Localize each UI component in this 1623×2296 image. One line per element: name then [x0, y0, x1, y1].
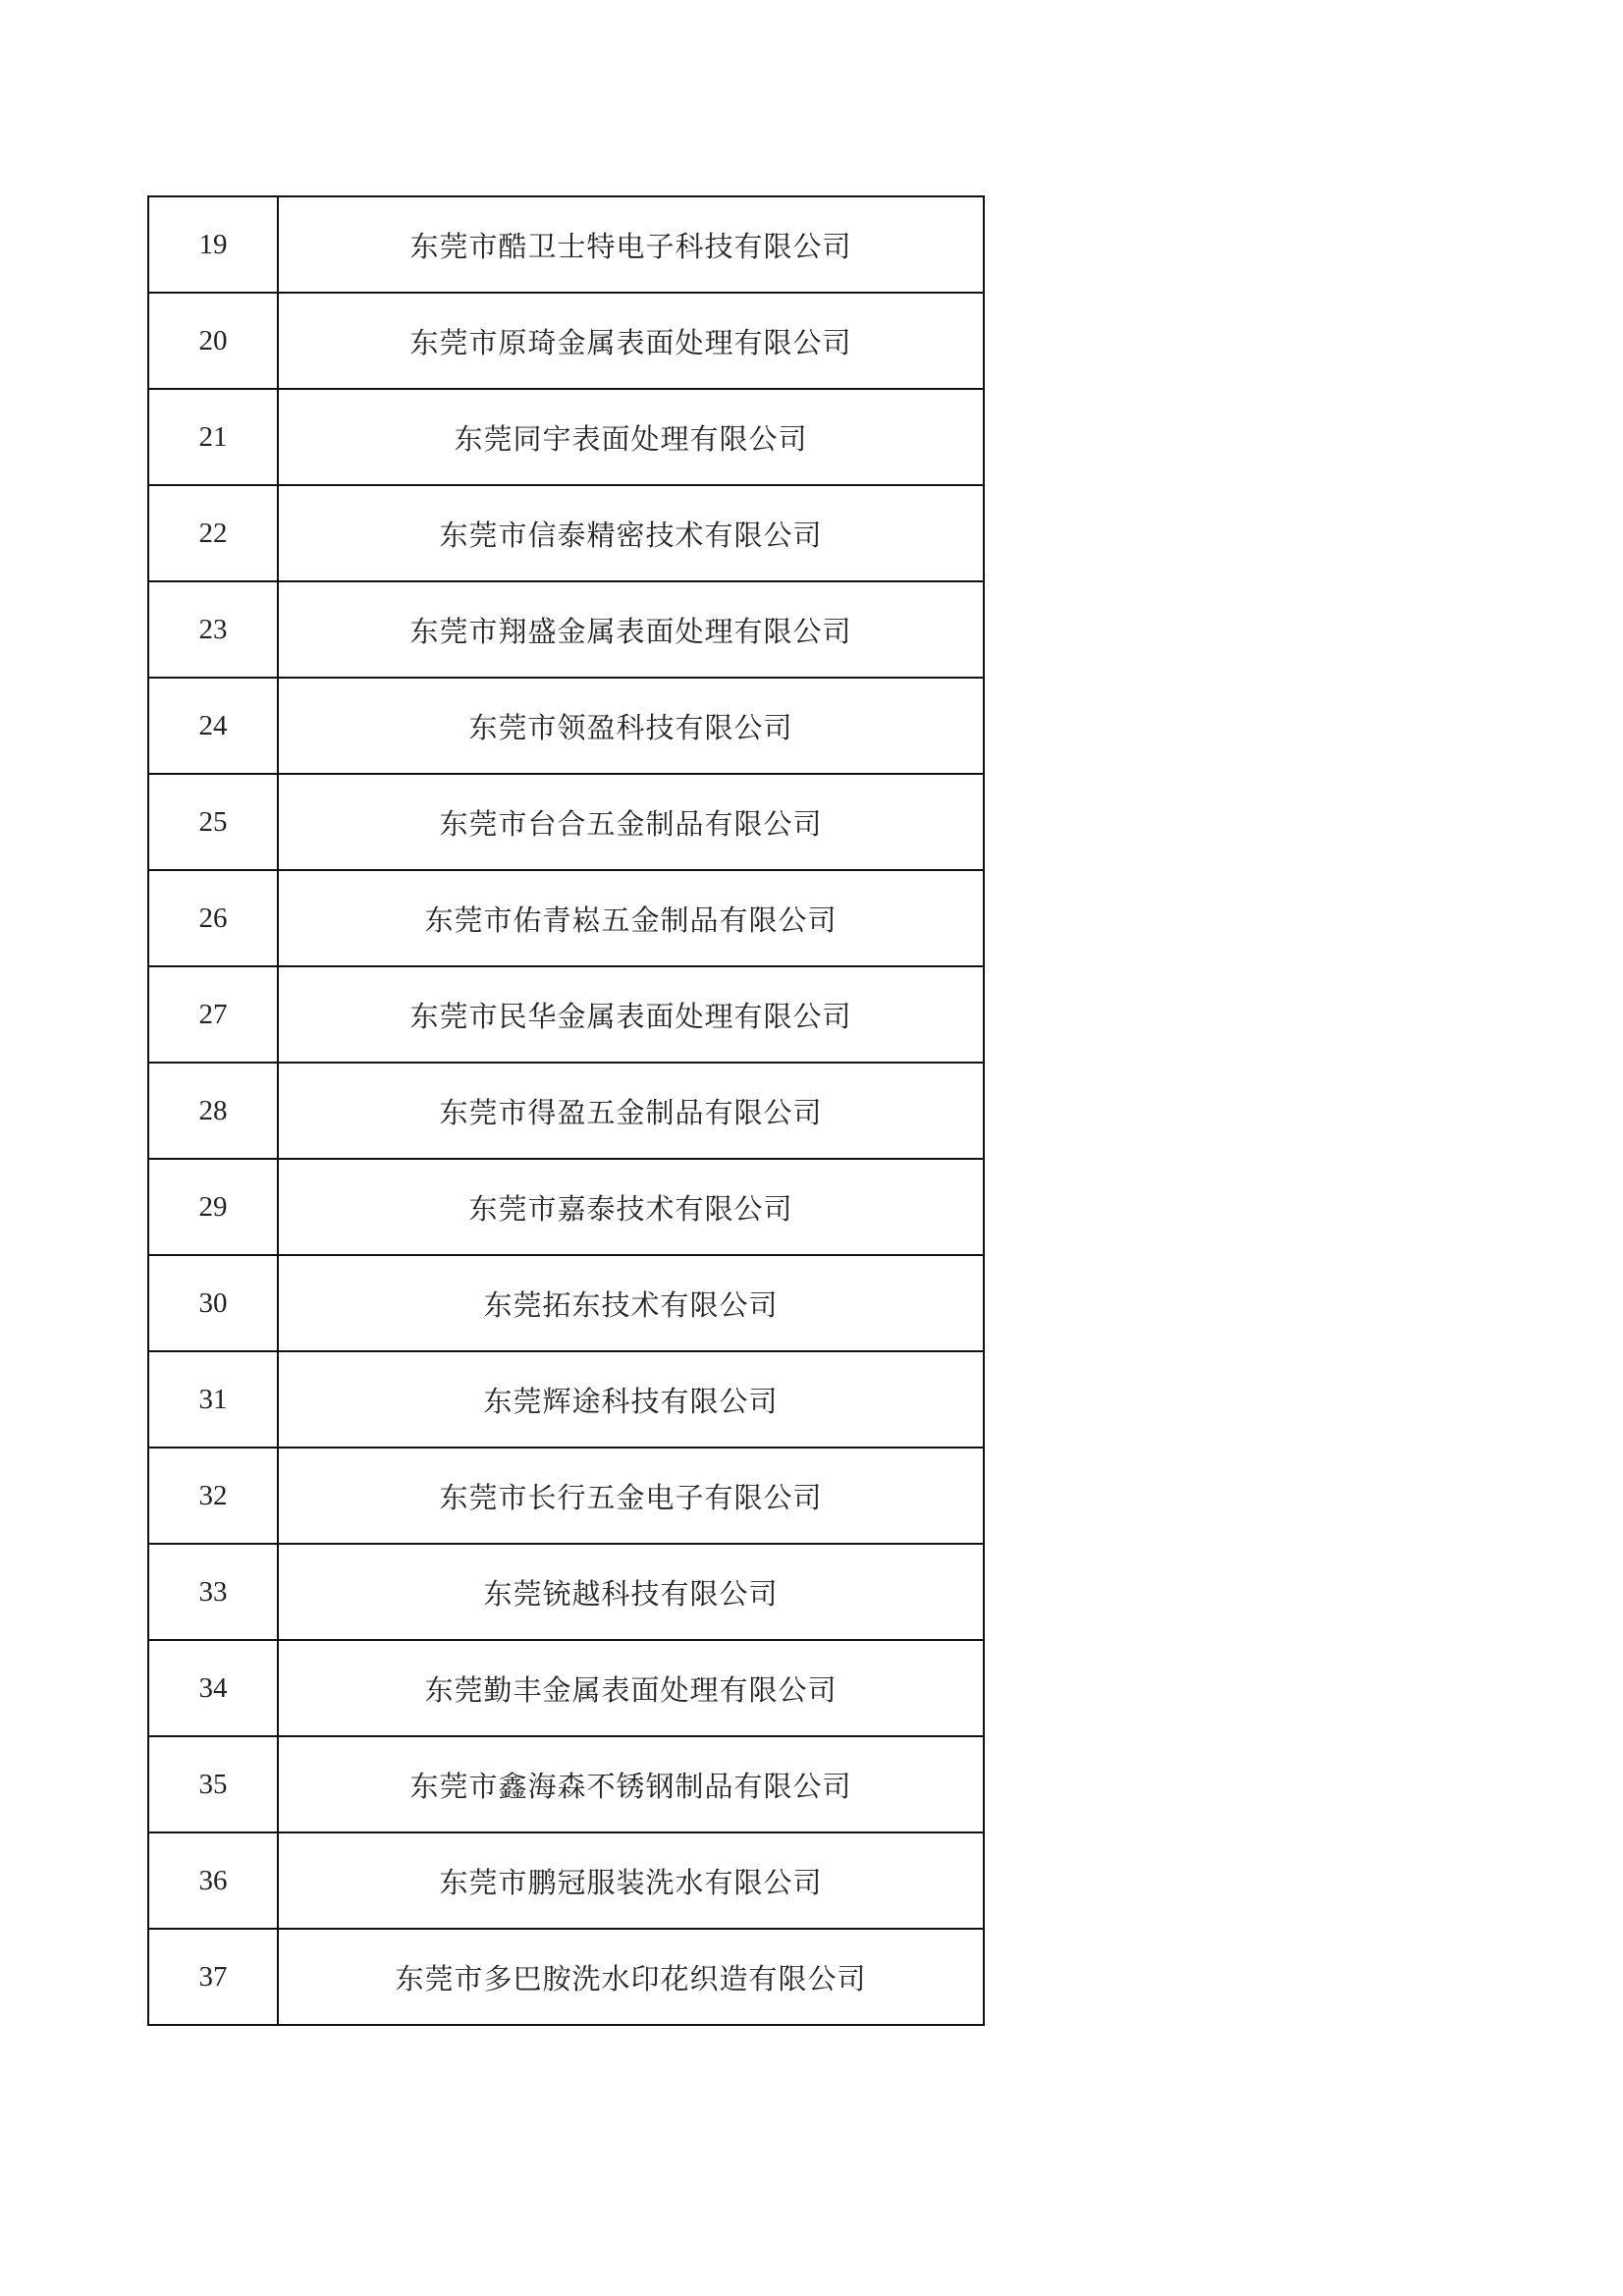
- row-number: 27: [148, 966, 278, 1063]
- table-row: [148, 870, 984, 966]
- company-name: 东莞铳越科技有限公司: [278, 1544, 984, 1640]
- row-number: 26: [148, 870, 278, 966]
- company-name: 东莞市信泰精密技术有限公司: [278, 485, 984, 581]
- row-number: 19: [148, 196, 278, 293]
- table-row: [148, 1640, 984, 1736]
- row-number: 34: [148, 1640, 278, 1736]
- row-number: 36: [148, 1832, 278, 1929]
- company-name: 东莞市鑫海森不锈钢制品有限公司: [278, 1736, 984, 1832]
- company-list-table: [147, 195, 985, 2026]
- table-row: [148, 1351, 984, 1448]
- table-row: [148, 678, 984, 774]
- table-row: [148, 196, 984, 293]
- row-number: 21: [148, 389, 278, 485]
- row-number: 29: [148, 1159, 278, 1255]
- table-row: [148, 966, 984, 1063]
- company-name: 东莞拓东技术有限公司: [278, 1255, 984, 1351]
- company-name: 东莞市长行五金电子有限公司: [278, 1448, 984, 1544]
- company-name: 东莞市多巴胺洗水印花织造有限公司: [278, 1929, 984, 2025]
- table-row: [148, 1448, 984, 1544]
- company-name: 东莞市原琦金属表面处理有限公司: [278, 293, 984, 389]
- table-row: [148, 389, 984, 485]
- table-row: [148, 485, 984, 581]
- row-number: 24: [148, 678, 278, 774]
- table-row: [148, 1736, 984, 1832]
- company-name: 东莞辉途科技有限公司: [278, 1351, 984, 1448]
- company-name: 东莞市嘉泰技术有限公司: [278, 1159, 984, 1255]
- table-row: [148, 581, 984, 678]
- row-number: 25: [148, 774, 278, 870]
- table-row: [148, 293, 984, 389]
- company-name: 东莞市鹏冠服装洗水有限公司: [278, 1832, 984, 1929]
- row-number: 23: [148, 581, 278, 678]
- row-number: 31: [148, 1351, 278, 1448]
- company-name: 东莞市民华金属表面处理有限公司: [278, 966, 984, 1063]
- row-number: 35: [148, 1736, 278, 1832]
- row-number: 30: [148, 1255, 278, 1351]
- table-row: [148, 1159, 984, 1255]
- table-row: [148, 774, 984, 870]
- table-row: [148, 1255, 984, 1351]
- table-row: [148, 1063, 984, 1159]
- company-name: 东莞市领盈科技有限公司: [278, 678, 984, 774]
- row-number: 28: [148, 1063, 278, 1159]
- company-name: 东莞市佑青崧五金制品有限公司: [278, 870, 984, 966]
- table-row: [148, 1832, 984, 1929]
- company-list-body: [148, 196, 984, 2025]
- row-number: 22: [148, 485, 278, 581]
- company-name: 东莞同宇表面处理有限公司: [278, 389, 984, 485]
- company-name: 东莞市台合五金制品有限公司: [278, 774, 984, 870]
- company-name: 东莞勤丰金属表面处理有限公司: [278, 1640, 984, 1736]
- row-number: 32: [148, 1448, 278, 1544]
- company-name: 东莞市翔盛金属表面处理有限公司: [278, 581, 984, 678]
- row-number: 37: [148, 1929, 278, 2025]
- table-row: [148, 1544, 984, 1640]
- row-number: 33: [148, 1544, 278, 1640]
- company-name: 东莞市得盈五金制品有限公司: [278, 1063, 984, 1159]
- table-row: [148, 1929, 984, 2025]
- company-name: 东莞市酷卫士特电子科技有限公司: [278, 196, 984, 293]
- row-number: 20: [148, 293, 278, 389]
